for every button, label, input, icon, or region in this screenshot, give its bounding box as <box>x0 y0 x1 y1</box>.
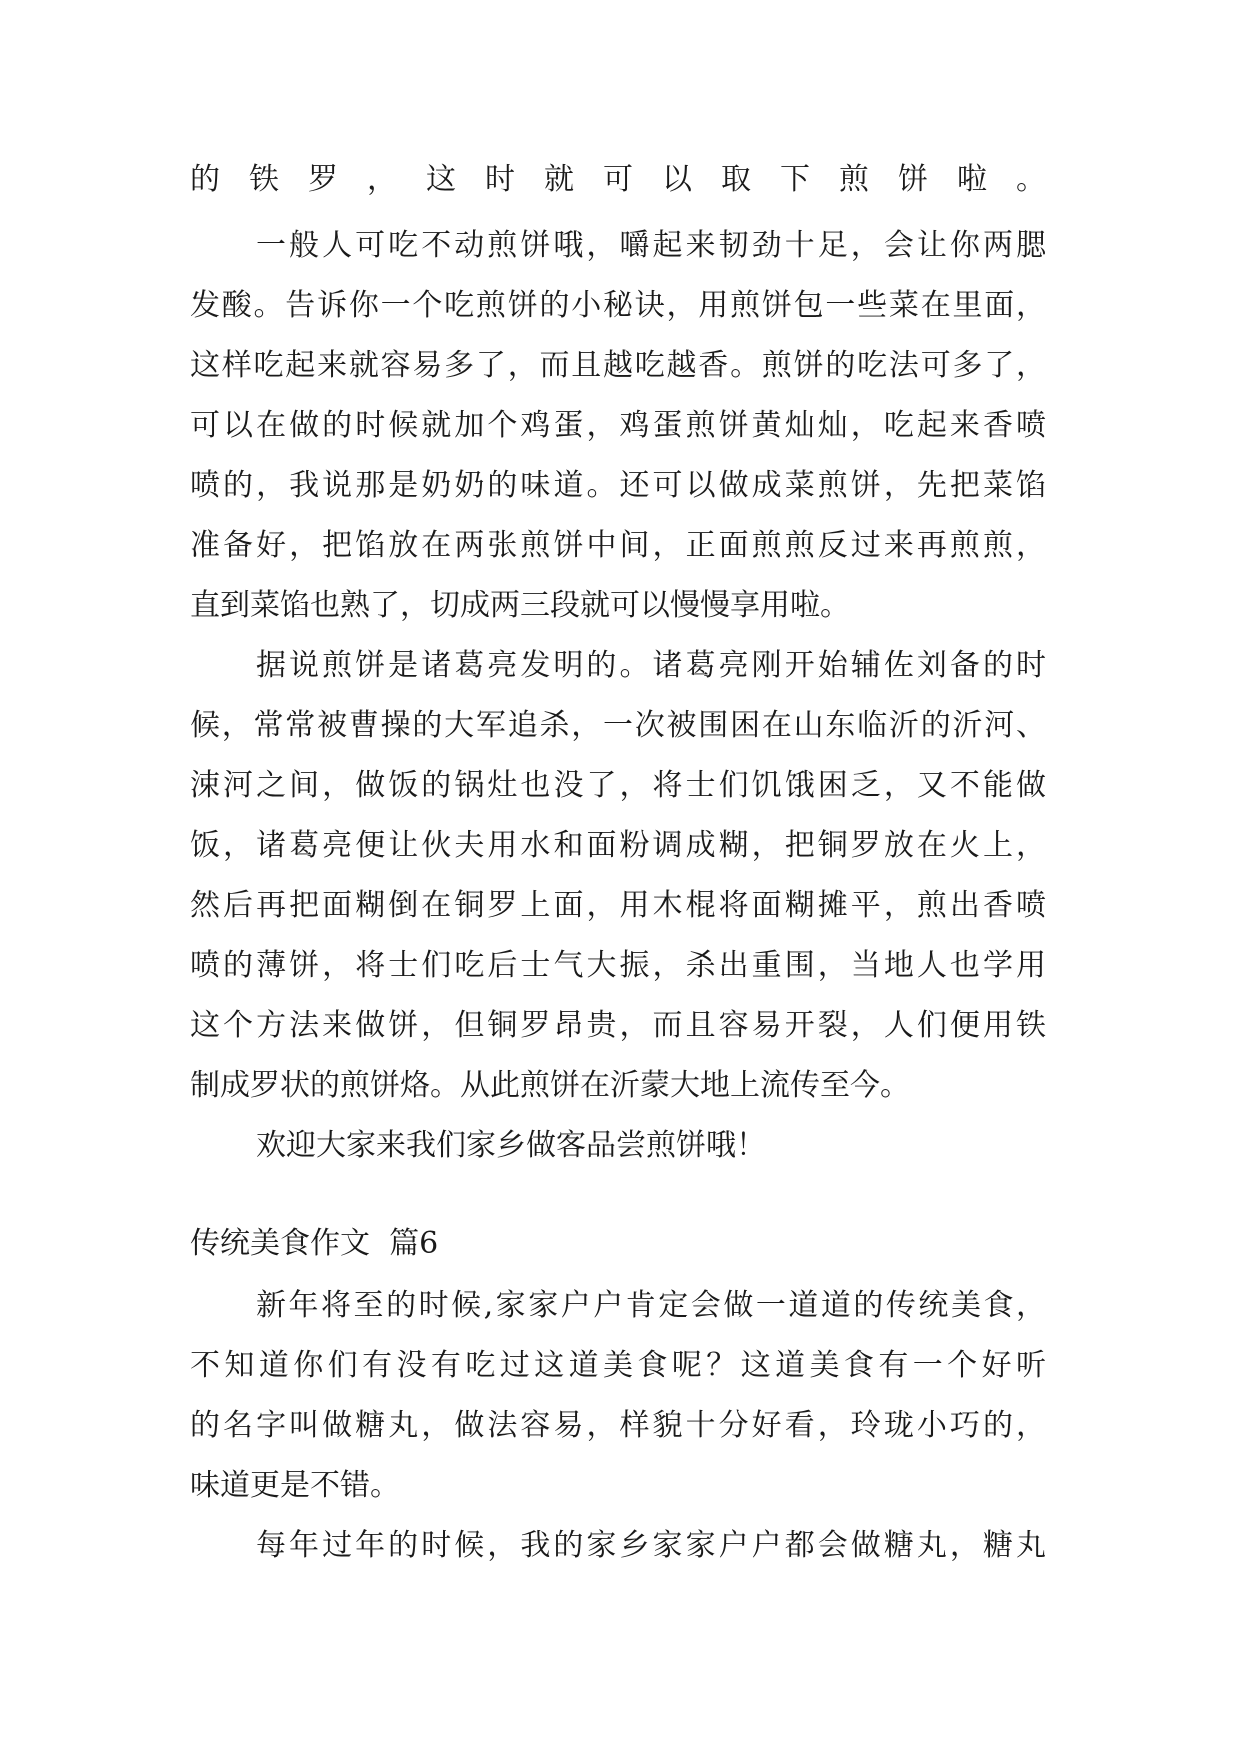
text-line: 候，常常被曹操的大军追杀，一次被围困在山东临沂的沂河、 <box>190 708 1046 743</box>
text-line: 喷的薄饼，将士们吃后士气大振，杀出重围，当地人也学用 <box>190 948 1046 983</box>
text-line: 然后再把面糊倒在铜罗上面，用木棍将面糊摊平，煎出香喷 <box>190 888 1046 923</box>
text-line: 涑河之间，做饭的锅灶也没了，将士们饥饿困乏，又不能做 <box>190 768 1046 803</box>
text-line: 准备好，把馅放在两张煎饼中间，正面煎煎反过来再煎煎， <box>190 528 1046 563</box>
text-line: 直到菜馅也熟了，切成两三段就可以慢慢享用啦。 <box>190 588 850 623</box>
text-line: 据说煎饼是诸葛亮发明的。诸葛亮刚开始辅佐刘备的时 <box>256 648 1046 683</box>
text-line: 喷的，我说那是奶奶的味道。还可以做成菜煎饼，先把菜馅 <box>190 468 1046 503</box>
text-line: 这样吃起来就容易多了，而且越吃越香。煎饼的吃法可多了， <box>190 348 1046 383</box>
text-line: 饭，诸葛亮便让伙夫用水和面粉调成糊，把铜罗放在火上， <box>190 828 1046 863</box>
text-line: 制成罗状的煎饼烙。从此煎饼在沂蒙大地上流传至今。 <box>190 1068 910 1103</box>
section-heading: 传统美食作文 篇6 <box>190 1226 439 1261</box>
text-line: 新年将至的时候,家家户户肯定会做一道道的传统美食， <box>256 1288 1046 1323</box>
text-line: 这个方法来做饼，但铜罗昂贵，而且容易开裂，人们便用铁 <box>190 1008 1046 1043</box>
text-line: 发酸。告诉你一个吃煎饼的小秘诀，用煎饼包一些菜在里面， <box>190 288 1046 323</box>
text-line: 的铁罗，这时就可以取下煎饼啦。 <box>190 162 1046 197</box>
text-line: 的名字叫做糖丸，做法容易，样貌十分好看，玲珑小巧的， <box>190 1408 1046 1443</box>
text-line: 欢迎大家来我们家乡做客品尝煎饼哦！ <box>256 1128 766 1163</box>
text-line: 可以在做的时候就加个鸡蛋，鸡蛋煎饼黄灿灿，吃起来香喷 <box>190 408 1046 443</box>
text-line: 味道更是不错。 <box>190 1468 400 1503</box>
text-line: 一般人可吃不动煎饼哦，嚼起来韧劲十足，会让你两腮 <box>256 228 1046 263</box>
text-line: 不知道你们有没有吃过这道美食呢？这道美食有一个好听 <box>190 1348 1046 1383</box>
text-line: 每年过年的时候，我的家乡家家户户都会做糖丸，糖丸 <box>256 1528 1046 1563</box>
